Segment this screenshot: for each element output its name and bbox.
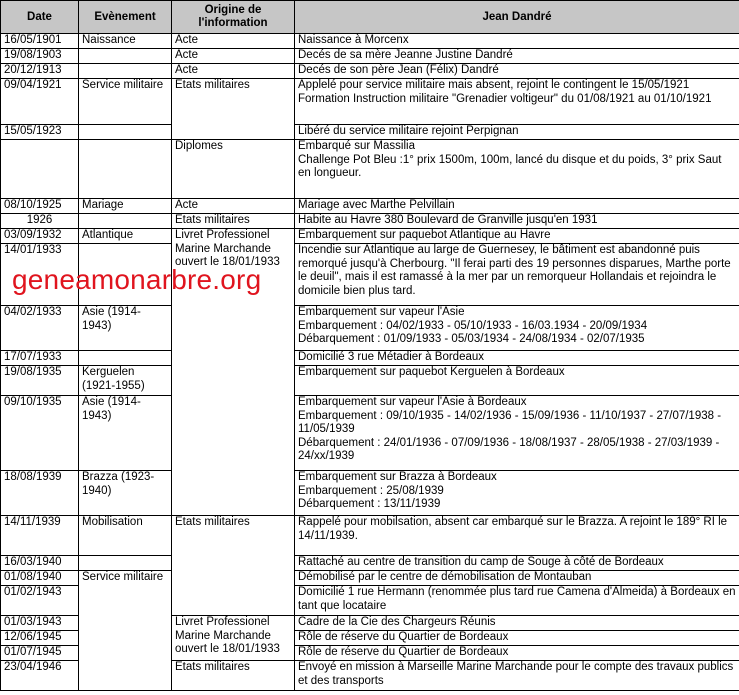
- table-row: [1, 396, 739, 471]
- event-cell: [79, 125, 172, 140]
- table-row: [1, 49, 739, 64]
- details-cell: Rôle de réserve du Quartier de Bordeaux: [295, 631, 739, 646]
- date-cell: 09/10/1935: [1, 396, 79, 471]
- origin-cell: Etats militaires: [172, 214, 295, 229]
- details-cell: Démobilisé par le centre de démobilisation de Montauban: [295, 571, 739, 586]
- site-watermark: geneamonarbre.org: [12, 264, 262, 295]
- date-cell: 04/02/1933: [1, 306, 79, 351]
- table-row: [1, 471, 739, 516]
- event-cell: [79, 214, 172, 229]
- date-cell: 14/01/1933: [1, 244, 79, 306]
- event-cell: [79, 351, 172, 366]
- event-cell: [79, 140, 172, 199]
- details-cell: Rattaché au centre de transition du camp de Souge à côté de Bordeaux: [295, 556, 739, 571]
- date-cell: 18/08/1939: [1, 471, 79, 516]
- date-cell: 01/08/1940: [1, 571, 79, 586]
- table-row: [1, 571, 739, 586]
- origin-cell: Acte: [172, 49, 295, 64]
- event-cell: [79, 244, 172, 306]
- table-row: [1, 556, 739, 571]
- table-row: [1, 351, 739, 366]
- event-cell: Atlantique: [79, 229, 172, 244]
- table-row: [1, 366, 739, 396]
- header-origin: Origine de l'information: [172, 1, 295, 34]
- table-header-row: [1, 1, 739, 34]
- details-cell: Embarquement sur Brazza à Bordeaux Embarquement : 25/08/1939 Débarquement : 13/11/1939: [295, 471, 739, 516]
- date-cell: 20/12/1913: [1, 64, 79, 79]
- date-cell: 03/09/1932: [1, 229, 79, 244]
- table-row: [1, 64, 739, 79]
- table-row: [1, 214, 739, 229]
- header-date: Date: [1, 1, 79, 34]
- origin-cell: Etats militaires: [172, 661, 295, 691]
- event-cell: Service militaire: [79, 571, 172, 691]
- table-row: [1, 34, 739, 49]
- date-cell: 08/10/1925: [1, 199, 79, 214]
- header-person: Jean Dandré: [295, 1, 739, 34]
- event-cell: [79, 49, 172, 64]
- details-cell: Mariage avec Marthe Pelvillain: [295, 199, 739, 214]
- date-cell: [1, 140, 79, 199]
- details-cell: Domicilié 1 rue Hermann (renommée plus tard rue Camena d'Almeida) à Bordeaux en tant que locataire: [295, 586, 739, 616]
- event-cell: Kerguelen (1921-1955): [79, 366, 172, 396]
- event-cell: Asie (1914-1943): [79, 396, 172, 471]
- date-cell: 01/02/1943: [1, 586, 79, 616]
- date-cell: 19/08/1903: [1, 49, 79, 64]
- details-cell: Rôle de réserve du Quartier de Bordeaux: [295, 646, 739, 661]
- details-cell: Embarquement sur vapeur l'Asie Embarquement : 04/02/1933 - 05/10/1933 - 16/03.1934 - 20/09/1934 Débarquement : 01/09/1933 - 05/03/1934 - 24/08/1934 - 02/07/1935: [295, 306, 739, 351]
- details-cell: Envoyé en mission à Marseille Marine Marchande pour le compte des travaux publics et des transports: [295, 661, 739, 691]
- event-cell: [79, 64, 172, 79]
- date-cell: 12/06/1945: [1, 631, 79, 646]
- origin-cell: Etats militaires: [172, 516, 295, 616]
- date-cell: 17/07/1933: [1, 351, 79, 366]
- header-event: Evènement: [79, 1, 172, 34]
- details-cell: Domicilié 3 rue Métadier à Bordeaux: [295, 351, 739, 366]
- event-cell: Mariage: [79, 199, 172, 214]
- date-cell: 16/05/1901: [1, 34, 79, 49]
- date-cell: 09/04/1921: [1, 79, 79, 125]
- event-cell: [79, 556, 172, 571]
- origin-cell: Acte: [172, 64, 295, 79]
- table-row: [1, 229, 739, 244]
- table-row: [1, 79, 739, 125]
- date-cell: 14/11/1939: [1, 516, 79, 556]
- date-cell: 19/08/1935: [1, 366, 79, 396]
- details-cell: Naissance à Morcenx: [295, 34, 739, 49]
- details-cell: Rappelé pour mobilsation, absent car embarqué sur le Brazza. A rejoint le 189° RI le 14/11/1939.: [295, 516, 739, 556]
- date-cell: 16/03/1940: [1, 556, 79, 571]
- details-cell: Cadre de la Cie des Chargeurs Réunis: [295, 616, 739, 631]
- date-cell: 15/05/1923: [1, 125, 79, 140]
- origin-cell: Livret Professionel Marine Marchande ouvert le 18/01/1933: [172, 229, 295, 516]
- details-cell: Embarquement sur paquebot Kerguelen à Bordeaux: [295, 366, 739, 396]
- details-cell: Decés de sa mère Jeanne Justine Dandré: [295, 49, 739, 64]
- origin-cell: Livret Professionel Marine Marchande ouvert le 18/01/1933: [172, 616, 295, 661]
- table-row: [1, 140, 739, 199]
- details-cell: Embarquement sur vapeur l'Asie à Bordeaux Embarquement : 09/10/1935 - 14/02/1936 - 15/09/1936 - 11/10/1937 - 27/07/1938 - 11/05/1939 Débarquement : 24/01/1936 - 07/09/1936 - 18/08/1937 - 28/05/1938 - 27/03/1939 - 24/xx/1939: [295, 396, 739, 471]
- event-cell: Service militaire: [79, 79, 172, 125]
- origin-cell: Diplomes: [172, 140, 295, 199]
- date-cell: 23/04/1946: [1, 661, 79, 691]
- event-cell: Naissance: [79, 34, 172, 49]
- details-cell: Applelé pour service militaire mais absent, rejoint le contingent le 15/05/1921 Formation Instruction militaire "Grenadier voltigeur" du 01/08/1921 au 01/10/1921: [295, 79, 739, 125]
- table-row: [1, 244, 739, 306]
- details-cell: Incendie sur Atlantique au large de Guernesey, le bâtiment est abandonné puis remorqué jusqu'à Cherbourg. "Il ferai parti des 19 personnes disparues, Marthe porte le deuil", mais il est ramassé à la mer par un remorqueur Hollandais et rejoindra le domicile bien plus tard.: [295, 244, 739, 306]
- details-cell: Libéré du service militaire rejoint Perpignan: [295, 125, 739, 140]
- details-cell: Decés de son père Jean (Félix) Dandré: [295, 64, 739, 79]
- origin-cell: Acte: [172, 34, 295, 49]
- event-cell: Brazza (1923-1940): [79, 471, 172, 516]
- date-cell: 1926: [1, 214, 79, 229]
- event-cell: Asie (1914-1943): [79, 306, 172, 351]
- details-cell: Embarqué sur Massilia Challenge Pot Bleu :1° prix 1500m, 100m, lancé du disque et du poids, 3° prix Saut en longueur.: [295, 140, 739, 199]
- details-cell: Habite au Havre 380 Boulevard de Granville jusqu'en 1931: [295, 214, 739, 229]
- origin-cell: Acte: [172, 199, 295, 214]
- table-row: [1, 516, 739, 556]
- date-cell: 01/07/1945: [1, 646, 79, 661]
- table-row: [1, 125, 739, 140]
- event-cell: Mobilisation: [79, 516, 172, 556]
- date-cell: 01/03/1943: [1, 616, 79, 631]
- origin-cell: Etats militaires: [172, 79, 295, 140]
- table-row: [1, 199, 739, 214]
- details-cell: Embarquement sur paquebot Atlantique au Havre: [295, 229, 739, 244]
- table-row: [1, 306, 739, 351]
